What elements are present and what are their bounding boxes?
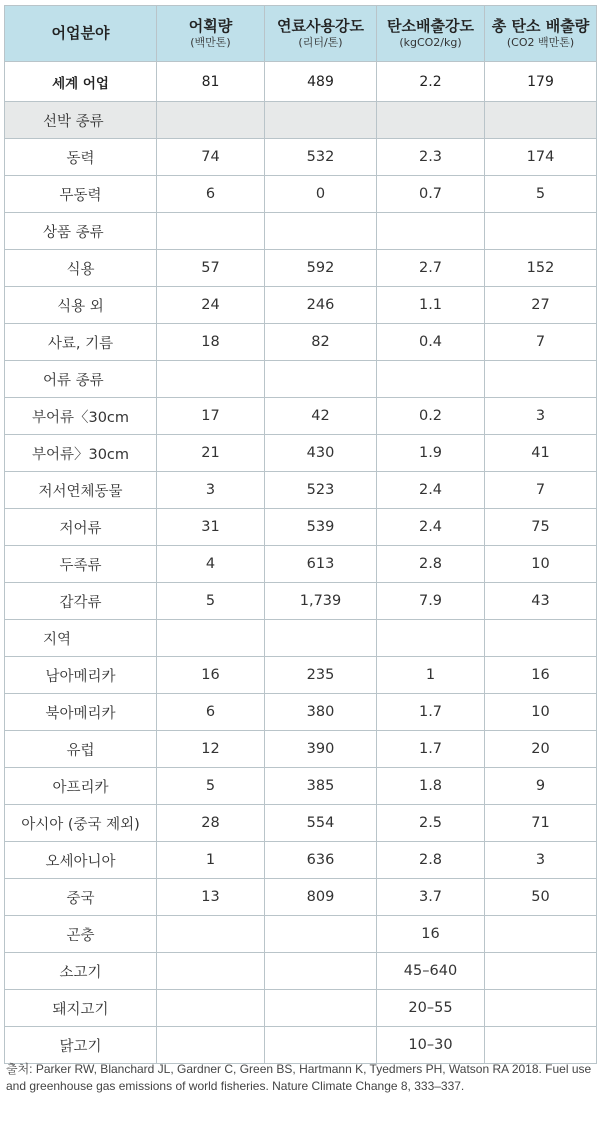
fuel-intensity-cell: 809	[265, 879, 377, 916]
fuel-intensity-cell: 554	[265, 805, 377, 842]
fuel-intensity-cell: 489	[265, 62, 377, 102]
catch-cell: 5	[157, 768, 265, 805]
catch-cell: 17	[157, 398, 265, 435]
row-label: 동력	[5, 139, 157, 176]
catch-cell: 4	[157, 546, 265, 583]
carbon-intensity-cell: 16	[377, 916, 485, 953]
table-row	[5, 435, 597, 472]
carbon-intensity-cell: 2.5	[377, 805, 485, 842]
fuel-intensity-cell: 636	[265, 842, 377, 879]
table-row	[5, 953, 597, 990]
catch-cell: 5	[157, 583, 265, 620]
total-emissions-cell: 9	[485, 768, 597, 805]
carbon-intensity-cell	[377, 620, 485, 657]
carbon-intensity-cell: 1.9	[377, 435, 485, 472]
catch-cell	[157, 990, 265, 1027]
table-body	[5, 62, 597, 1064]
table-row	[5, 916, 597, 953]
row-label: 식용	[5, 250, 157, 287]
carbon-intensity-cell: 10–30	[377, 1027, 485, 1064]
catch-cell	[157, 213, 265, 250]
total-emissions-cell	[485, 990, 597, 1027]
row-label: 지역	[5, 620, 157, 657]
total-emissions-cell: 41	[485, 435, 597, 472]
fisheries-emissions-table	[4, 5, 597, 1064]
fuel-intensity-cell: 1,739	[265, 583, 377, 620]
carbon-intensity-cell: 2.4	[377, 472, 485, 509]
fuel-intensity-cell: 613	[265, 546, 377, 583]
fuel-intensity-cell	[265, 1027, 377, 1064]
total-emissions-cell	[485, 361, 597, 398]
catch-cell: 1	[157, 842, 265, 879]
row-label: 어류 종류	[5, 361, 157, 398]
total-emissions-cell: 7	[485, 472, 597, 509]
fuel-intensity-cell	[265, 620, 377, 657]
row-label: 저서연체동물	[5, 472, 157, 509]
table-row	[5, 287, 597, 324]
fuel-intensity-cell: 532	[265, 139, 377, 176]
header-total-emissions: 총 탄소 배출량 (CO2 백만톤)	[485, 6, 597, 62]
catch-cell: 81	[157, 62, 265, 102]
table-header	[5, 6, 597, 62]
carbon-intensity-cell: 2.8	[377, 842, 485, 879]
row-label: 닭고기	[5, 1027, 157, 1064]
table-row	[5, 583, 597, 620]
carbon-intensity-cell: 0.4	[377, 324, 485, 361]
carbon-intensity-cell: 45–640	[377, 953, 485, 990]
carbon-intensity-cell: 2.2	[377, 62, 485, 102]
header-catch: 어획량 (백만톤)	[157, 6, 265, 62]
fuel-intensity-cell: 523	[265, 472, 377, 509]
catch-cell	[157, 102, 265, 139]
row-label: 세계 어업	[5, 62, 157, 102]
total-emissions-cell	[485, 953, 597, 990]
catch-cell: 12	[157, 731, 265, 768]
catch-cell	[157, 1027, 265, 1064]
total-emissions-cell: 50	[485, 879, 597, 916]
carbon-intensity-cell: 2.3	[377, 139, 485, 176]
fuel-intensity-cell	[265, 361, 377, 398]
catch-cell: 16	[157, 657, 265, 694]
total-emissions-cell: 179	[485, 62, 597, 102]
fuel-intensity-cell: 0	[265, 176, 377, 213]
fuel-intensity-cell: 592	[265, 250, 377, 287]
row-label: 무동력	[5, 176, 157, 213]
fuel-intensity-cell	[265, 916, 377, 953]
header-sector: 어업분야	[5, 6, 157, 62]
row-label: 부어류〉30cm	[5, 435, 157, 472]
total-emissions-cell: 20	[485, 731, 597, 768]
table-row	[5, 805, 597, 842]
table-row	[5, 1027, 597, 1064]
carbon-intensity-cell: 1	[377, 657, 485, 694]
total-emissions-cell: 152	[485, 250, 597, 287]
header-carbon-intensity: 탄소배출강도 (kgCO2/kg)	[377, 6, 485, 62]
catch-cell: 28	[157, 805, 265, 842]
table-row	[5, 472, 597, 509]
catch-cell: 13	[157, 879, 265, 916]
row-label: 북아메리카	[5, 694, 157, 731]
catch-cell: 24	[157, 287, 265, 324]
carbon-intensity-cell: 7.9	[377, 583, 485, 620]
carbon-intensity-cell: 2.7	[377, 250, 485, 287]
table-row	[5, 768, 597, 805]
table-row	[5, 546, 597, 583]
row-label: 소고기	[5, 953, 157, 990]
row-label: 식용 외	[5, 287, 157, 324]
catch-cell	[157, 361, 265, 398]
catch-cell: 57	[157, 250, 265, 287]
table-row	[5, 657, 597, 694]
row-label: 오세아니아	[5, 842, 157, 879]
total-emissions-cell: 27	[485, 287, 597, 324]
row-label: 두족류	[5, 546, 157, 583]
fuel-intensity-cell: 380	[265, 694, 377, 731]
table-row	[5, 879, 597, 916]
fuel-intensity-cell: 539	[265, 509, 377, 546]
fuel-intensity-cell	[265, 213, 377, 250]
carbon-intensity-cell: 1.8	[377, 768, 485, 805]
fuel-intensity-cell: 246	[265, 287, 377, 324]
total-emissions-cell: 10	[485, 694, 597, 731]
carbon-intensity-cell: 3.7	[377, 879, 485, 916]
catch-cell: 6	[157, 176, 265, 213]
catch-cell	[157, 953, 265, 990]
total-emissions-cell: 71	[485, 805, 597, 842]
total-emissions-cell	[485, 620, 597, 657]
carbon-intensity-cell: 1.7	[377, 731, 485, 768]
row-label: 사료, 기름	[5, 324, 157, 361]
catch-cell: 31	[157, 509, 265, 546]
fuel-intensity-cell	[265, 990, 377, 1027]
total-emissions-cell: 5	[485, 176, 597, 213]
row-label: 중국	[5, 879, 157, 916]
source-citation: 출처: Parker RW, Blanchard JL, Gardner C, Green BS, Hartmann K, Tyedmers PH, Watson RA 2018. Fuel use and greenhouse gas emissions of world fisheries. Nature Climate Change 8, 333–337.	[6, 1062, 592, 1093]
catch-cell: 74	[157, 139, 265, 176]
catch-cell: 6	[157, 694, 265, 731]
table-row	[5, 842, 597, 879]
carbon-intensity-cell: 2.4	[377, 509, 485, 546]
catch-cell: 18	[157, 324, 265, 361]
carbon-intensity-cell	[377, 213, 485, 250]
table-row	[5, 398, 597, 435]
carbon-intensity-cell: 20–55	[377, 990, 485, 1027]
table-row	[5, 139, 597, 176]
row-label: 유럽	[5, 731, 157, 768]
carbon-intensity-cell: 2.8	[377, 546, 485, 583]
row-label: 곤충	[5, 916, 157, 953]
total-emissions-cell: 3	[485, 842, 597, 879]
fuel-intensity-cell: 82	[265, 324, 377, 361]
section-row	[5, 102, 597, 139]
carbon-intensity-cell	[377, 102, 485, 139]
total-emissions-cell: 10	[485, 546, 597, 583]
catch-cell	[157, 916, 265, 953]
table-row	[5, 694, 597, 731]
row-label: 남아메리카	[5, 657, 157, 694]
total-emissions-cell: 75	[485, 509, 597, 546]
total-emissions-cell	[485, 102, 597, 139]
fuel-intensity-cell: 430	[265, 435, 377, 472]
page	[0, 5, 600, 1133]
row-label: 상품 종류	[5, 213, 157, 250]
fuel-intensity-cell	[265, 953, 377, 990]
carbon-intensity-cell	[377, 361, 485, 398]
section-row	[5, 213, 597, 250]
table-row	[5, 990, 597, 1027]
row-label: 선박 종류	[5, 102, 157, 139]
fuel-intensity-cell	[265, 102, 377, 139]
table-row-world	[5, 62, 597, 102]
table-row	[5, 509, 597, 546]
total-emissions-cell: 3	[485, 398, 597, 435]
carbon-intensity-cell: 0.7	[377, 176, 485, 213]
catch-cell: 21	[157, 435, 265, 472]
row-label: 아시아 (중국 제외)	[5, 805, 157, 842]
row-label: 저어류	[5, 509, 157, 546]
total-emissions-cell: 174	[485, 139, 597, 176]
table-row	[5, 176, 597, 213]
catch-cell	[157, 620, 265, 657]
fuel-intensity-cell: 42	[265, 398, 377, 435]
total-emissions-cell: 16	[485, 657, 597, 694]
row-label: 부어류〈30cm	[5, 398, 157, 435]
total-emissions-cell	[485, 916, 597, 953]
fuel-intensity-cell: 235	[265, 657, 377, 694]
header-fuel-intensity: 연료사용강도 (리터/톤)	[265, 6, 377, 62]
table-row	[5, 731, 597, 768]
total-emissions-cell: 43	[485, 583, 597, 620]
total-emissions-cell: 7	[485, 324, 597, 361]
total-emissions-cell	[485, 213, 597, 250]
header-row	[5, 6, 597, 62]
fuel-intensity-cell: 390	[265, 731, 377, 768]
row-label: 돼지고기	[5, 990, 157, 1027]
row-label: 아프리카	[5, 768, 157, 805]
section-row	[5, 620, 597, 657]
table-row	[5, 324, 597, 361]
fuel-intensity-cell: 385	[265, 768, 377, 805]
catch-cell: 3	[157, 472, 265, 509]
row-label: 갑각류	[5, 583, 157, 620]
total-emissions-cell	[485, 1027, 597, 1064]
carbon-intensity-cell: 1.1	[377, 287, 485, 324]
carbon-intensity-cell: 0.2	[377, 398, 485, 435]
section-row	[5, 361, 597, 398]
table-row	[5, 250, 597, 287]
carbon-intensity-cell: 1.7	[377, 694, 485, 731]
